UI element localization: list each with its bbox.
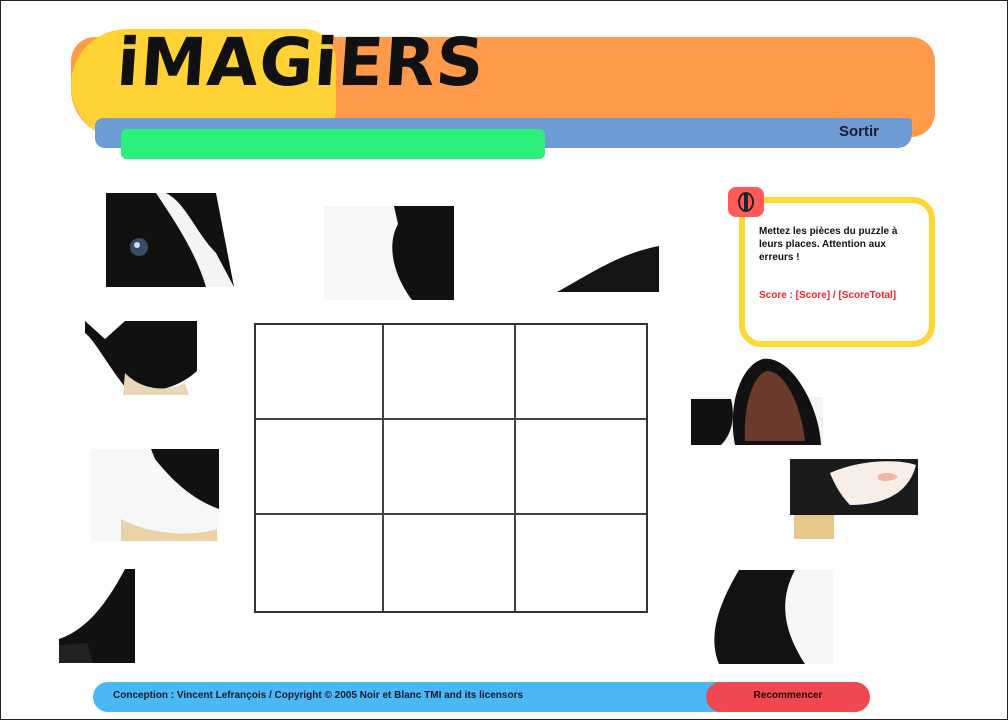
rabbit-inner-ear-piece-icon [691,355,823,445]
restart-button[interactable] [706,682,870,712]
rabbit-hind-paw-piece-icon [790,459,918,539]
imagiers-logo: iMAGiERS [114,24,488,101]
board-cell[interactable] [256,515,384,611]
progress-fill [121,129,545,159]
speaker-icon [735,191,757,213]
board-cell[interactable] [516,515,646,611]
board-cell[interactable] [256,420,384,515]
rabbit-eye-piece-icon [106,193,234,287]
board-cell[interactable] [516,325,646,420]
exit-button[interactable]: Sortir [838,123,879,140]
rabbit-cheek-piece-icon [324,206,454,300]
rabbit-back-piece-icon [709,570,833,664]
puzzle-piece-front-paw[interactable] [85,321,197,395]
board-cell[interactable] [256,325,384,420]
rabbit-ear-tip-piece-icon [557,246,659,292]
puzzle-board [254,323,648,613]
puzzle-piece-back[interactable] [709,570,833,664]
board-cell[interactable] [384,325,516,420]
puzzle-piece-hind-paw[interactable] [790,459,918,539]
score-text: Score : [Score] / [ScoreTotal] [759,290,897,301]
restart-label: Recommencer [753,690,823,701]
puzzle-piece-eye[interactable] [106,193,234,287]
progress-bar [121,129,545,159]
puzzle-piece-belly[interactable] [91,449,219,541]
puzzle-piece-ear-inner[interactable] [691,355,823,445]
rabbit-ear-piece-icon [59,569,135,663]
board-cell[interactable] [384,515,516,611]
instructions-text: Mettez les pièces du puzzle à leurs places. Attention aux erreurs ! [759,226,898,263]
credits-text: Conception : Vincent Lefrançois / Copyright © 2005 Noir et Blanc TMI and its licensors [113,690,524,701]
board-cell[interactable] [516,420,646,515]
rabbit-paw-piece-icon [85,321,197,395]
board-cell[interactable] [384,420,516,515]
puzzle-piece-ear-spike[interactable] [59,569,135,663]
sound-button[interactable] [728,187,764,217]
rabbit-belly-piece-icon [91,449,219,541]
puzzle-piece-ear-tip[interactable] [557,246,659,292]
puzzle-piece-cheek[interactable] [324,206,454,300]
instructions-box [739,197,935,347]
